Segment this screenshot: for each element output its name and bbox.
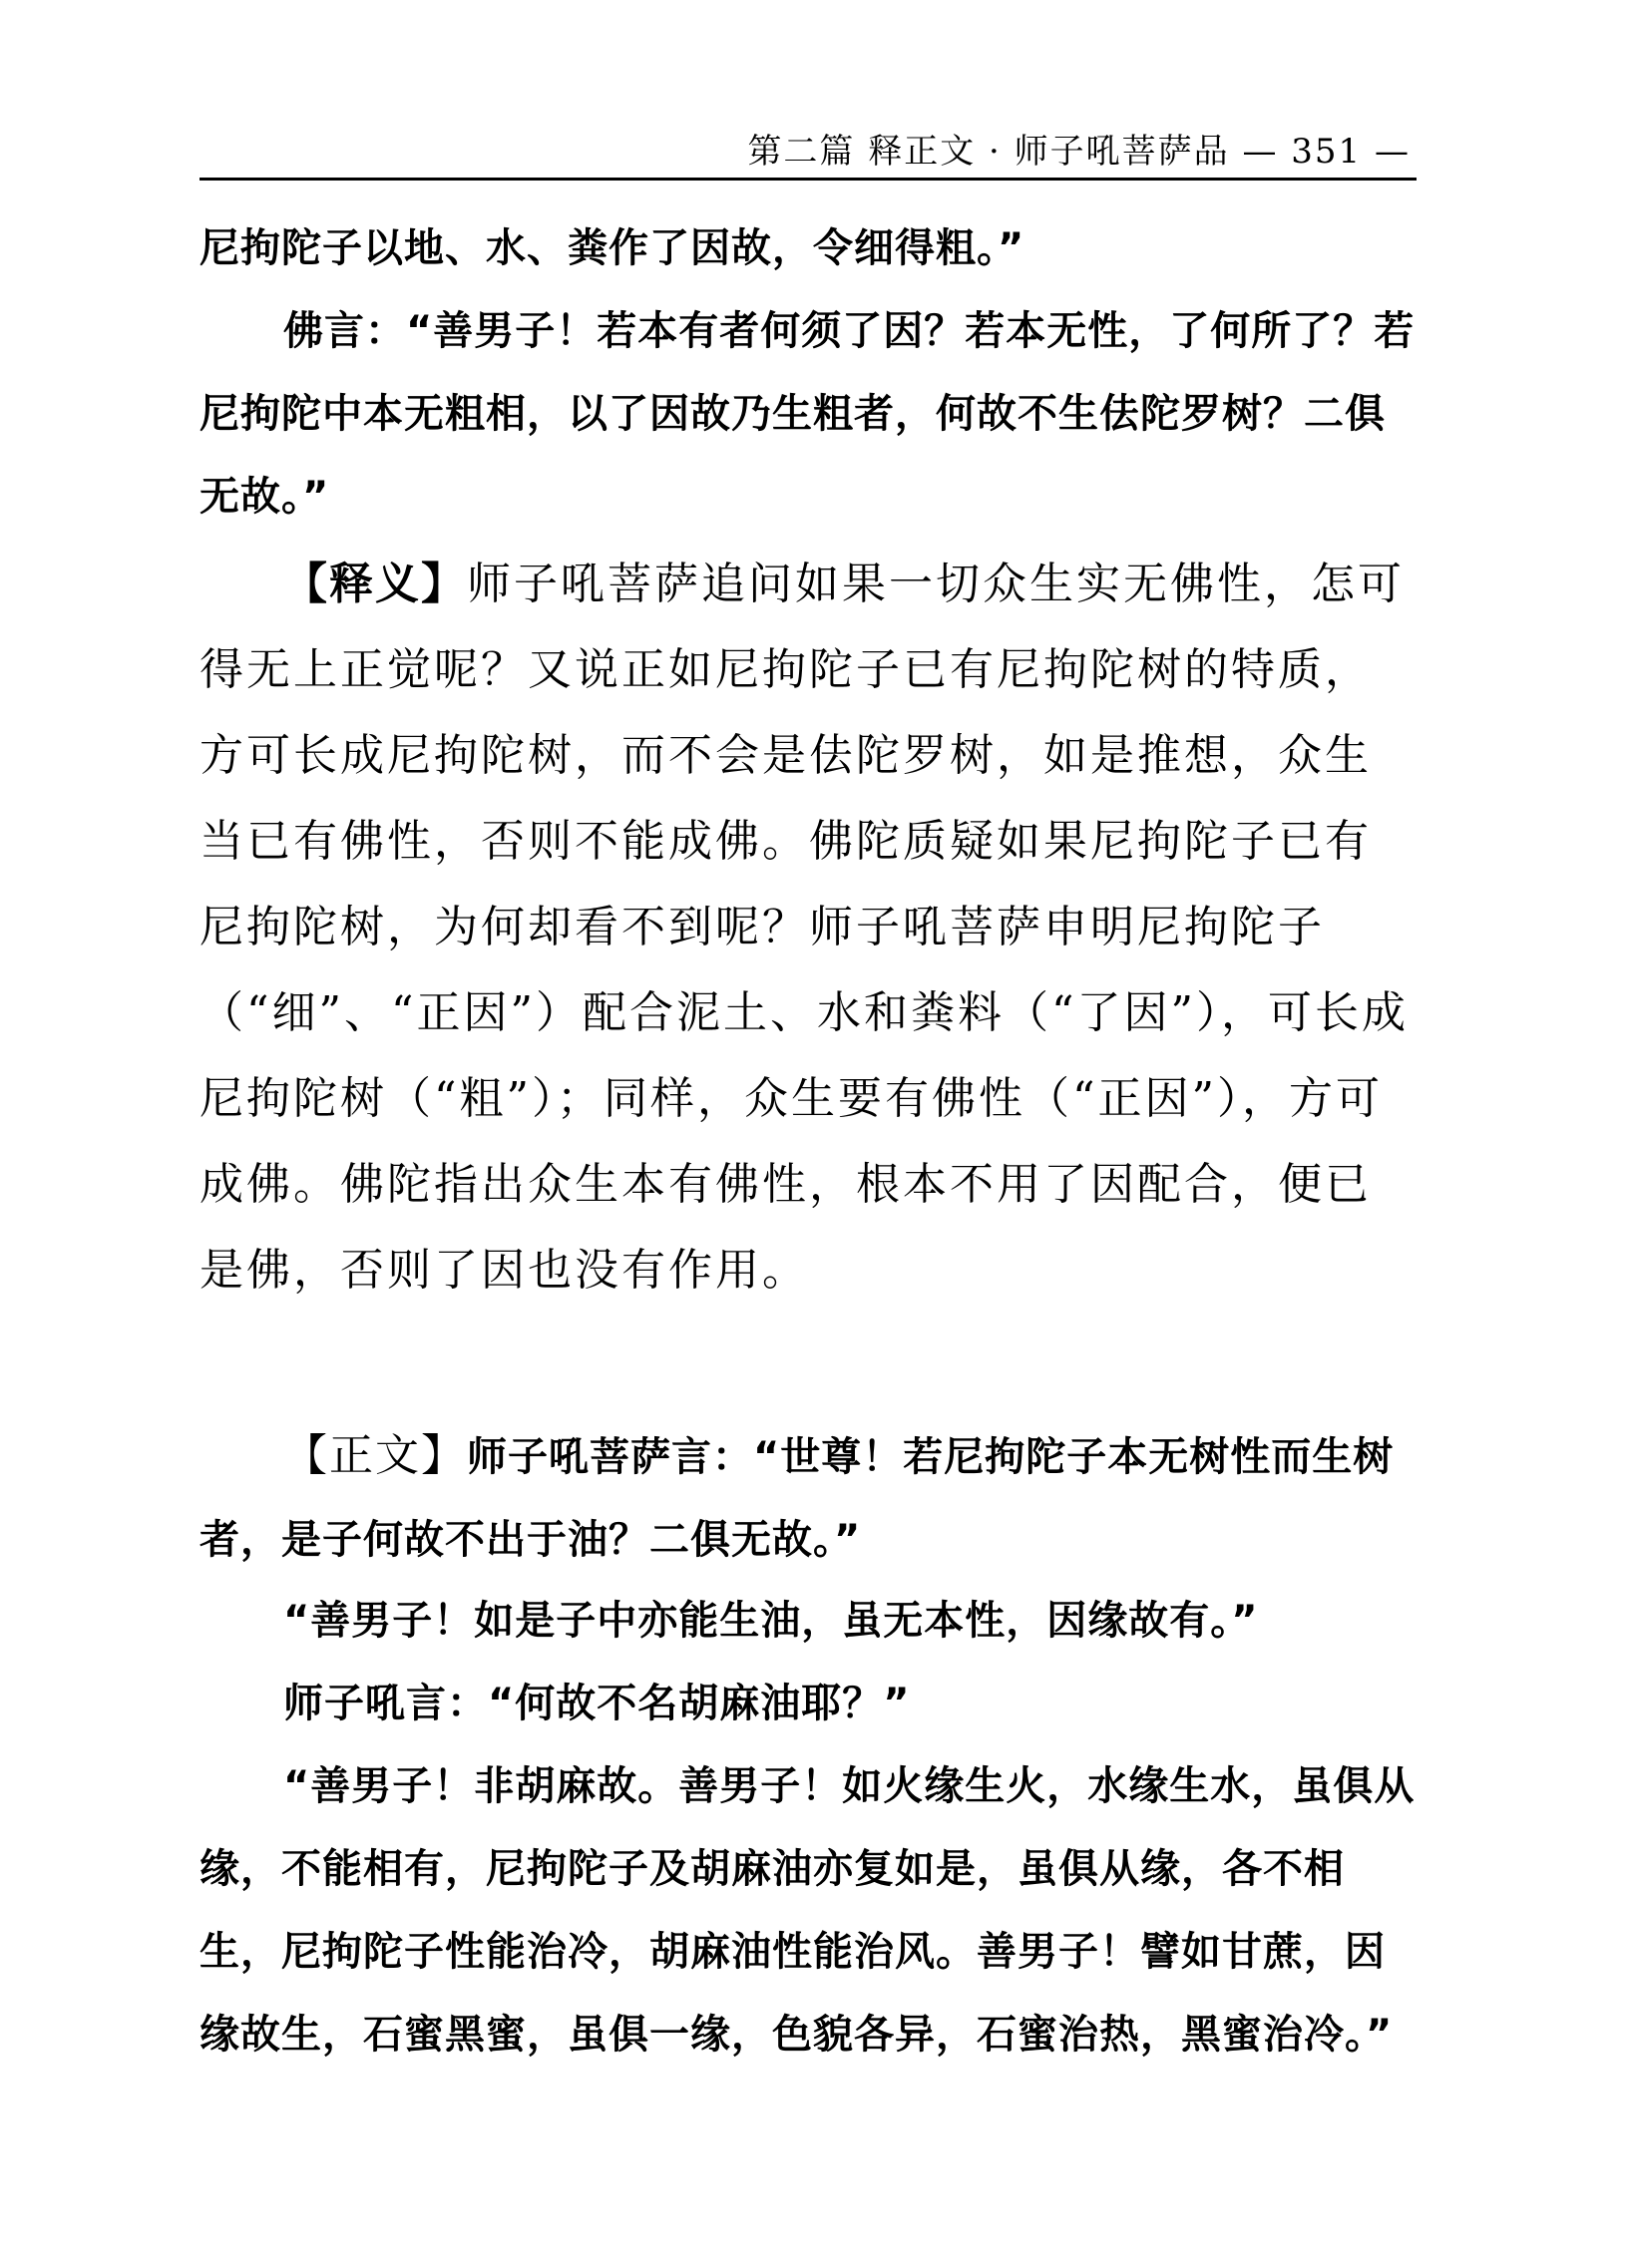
main-text-question: 师子吼菩萨言：“世尊！若尼拘陀子本无树性而生树者，是子何故不出于油？二俱无故。” [200,1434,1395,1563]
running-title: 第二篇 释正文 · 师子吼菩萨品 — 351 — [747,132,1411,172]
explanation-label: 【释义】 [283,559,467,609]
running-header [200,118,1417,181]
answer-paragraph-2: “善男子！非胡麻故。善男子！如火缘生火，水缘生水，虽俱从缘，不能相有，尼拘陀子及胡麻油亦复如是，虽俱从缘，各不相生，尼拘陀子性能治冷，胡麻油性能治风。善男子！譬如甘蔗，因缘故生，石蜜黑蜜，虽俱一缘，色貌各异，石蜜治热，黑蜜治冷。” [200,1763,1416,2058]
passage-continuation: 尼拘陀子以地、水、粪作了因故，令细得粗。” [200,225,1025,271]
question-paragraph-2: 师子吼言：“何故不名胡麻油耶？” [283,1681,911,1726]
main-text-label: 【正文】 [283,1430,467,1481]
explanation-paragraph [200,542,1417,1314]
explanation-text: 师子吼菩萨追问如果一切众生实无佛性，怎可得无上正觉呢？又说正如尼拘陀子已有尼拘陀树的特质，方可长成尼拘陀树，而不会是佉陀罗树，如是推想，众生当已有佛性，否则不能成佛。佛陀质疑如果尼拘陀子已有尼拘陀树，为何却看不到呢？师子吼菩萨申明尼拘陀子（“细”、“正因”）配合泥土、水和粪料（“了因”），可长成尼拘陀树（“粗”）；同样，众生要有佛性（“正因”），方可成佛。佛陀指出众生本有佛性，根本不用了因配合，便已是佛，否则了因也没有作用。 [200,559,1409,1296]
main-text-paragraph [200,1414,1417,1582]
answer-paragraph-1: “善男子！如是子中亦能生油，虽无本性，因缘故有。” [283,1598,1259,1644]
buddha-reply-paragraph: 佛言：“善男子！若本有者何须了因？若本无性，了何所了？若尼拘陀中本无粗相，以了因故乃生粗者，何故不生佉陀罗树？二俱无故。” [200,308,1416,520]
